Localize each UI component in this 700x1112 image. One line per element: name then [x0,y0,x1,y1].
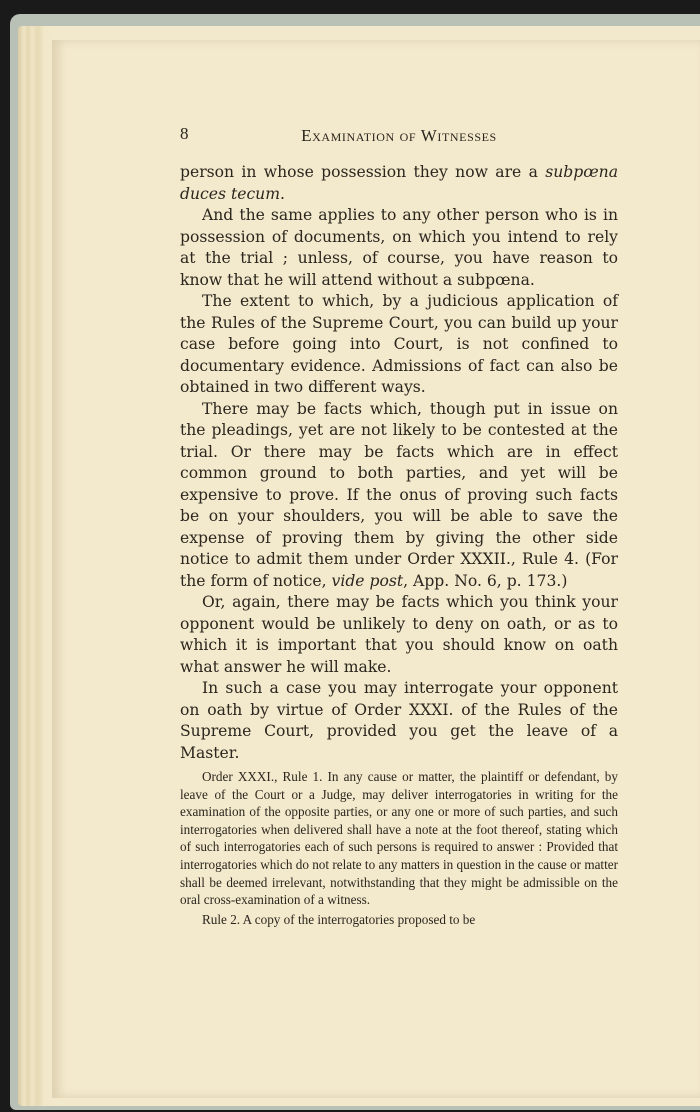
paragraph: person in whose possession they now are a subpœna duces tecum. [180,163,618,203]
italic-term: vide post [331,571,404,590]
paragraph: There may be facts which, though put in issue on the pleadings, yet are not likely to be contested at the trial. Or there may be facts which are in effect common ground to both parties, and yet will be expensive to prove. If the onus of proving such facts be on your shoulders, you will be able to save the expense of proving them by giving the other side notice to admit them under Order XXXII., Rule 4. (For the form of notice, vide post, App. No. 6, p. 173.) [180,399,618,590]
page-text [180,122,618,928]
paragraph: In such a case you may interrogate your opponent on oath by virtue of Order XXXI. of the Rules of the Supreme Court, provided you get the leave of a Master. [180,679,618,762]
running-title: Examination of Witnesses [301,126,497,145]
paragraph: Or, again, there may be facts which you think your opponent would be unlikely to deny on oath, or as to which it is important that you should know on oath what answer he will make. [180,593,618,676]
rule-extract: Rule 2. A copy of the interrogatories proposed to be [202,911,476,927]
running-head [180,122,618,148]
rule-extract: Order XXXI., Rule 1. In any cause or matter, the plaintiff or defendant, by leave of the Court or a Judge, may deliver interrogatories in writing for the examination of the opposite parties, or any one or more of such parties, and such interrogatories when delivered shall have a note at the foot thereof, stating which of such interrogatories each of such persons is required to answer : Provided that interrogatories which do not relate to any matters in question in the cause or matter shall be deemed irrelevant, notwithstanding that they might be admissible on the oral cross-examination of a witness. [180,769,618,908]
page-number: 8 [180,124,189,143]
paragraph: And the same applies to any other person who is in possession of documents, on which you intend to rely at the trial ; unless, of course, you have reason to know that he will attend without a subpœna. [180,206,618,289]
body-text [180,162,618,764]
paragraph: The extent to which, by a judicious application of the Rules of the Supreme Court, you can build up your case before going into Court, is not confined to documentary evidence. Admissions of fact can also be obtained in two different ways. [180,292,618,396]
italic-term: subpœna duces tecum [180,163,618,203]
